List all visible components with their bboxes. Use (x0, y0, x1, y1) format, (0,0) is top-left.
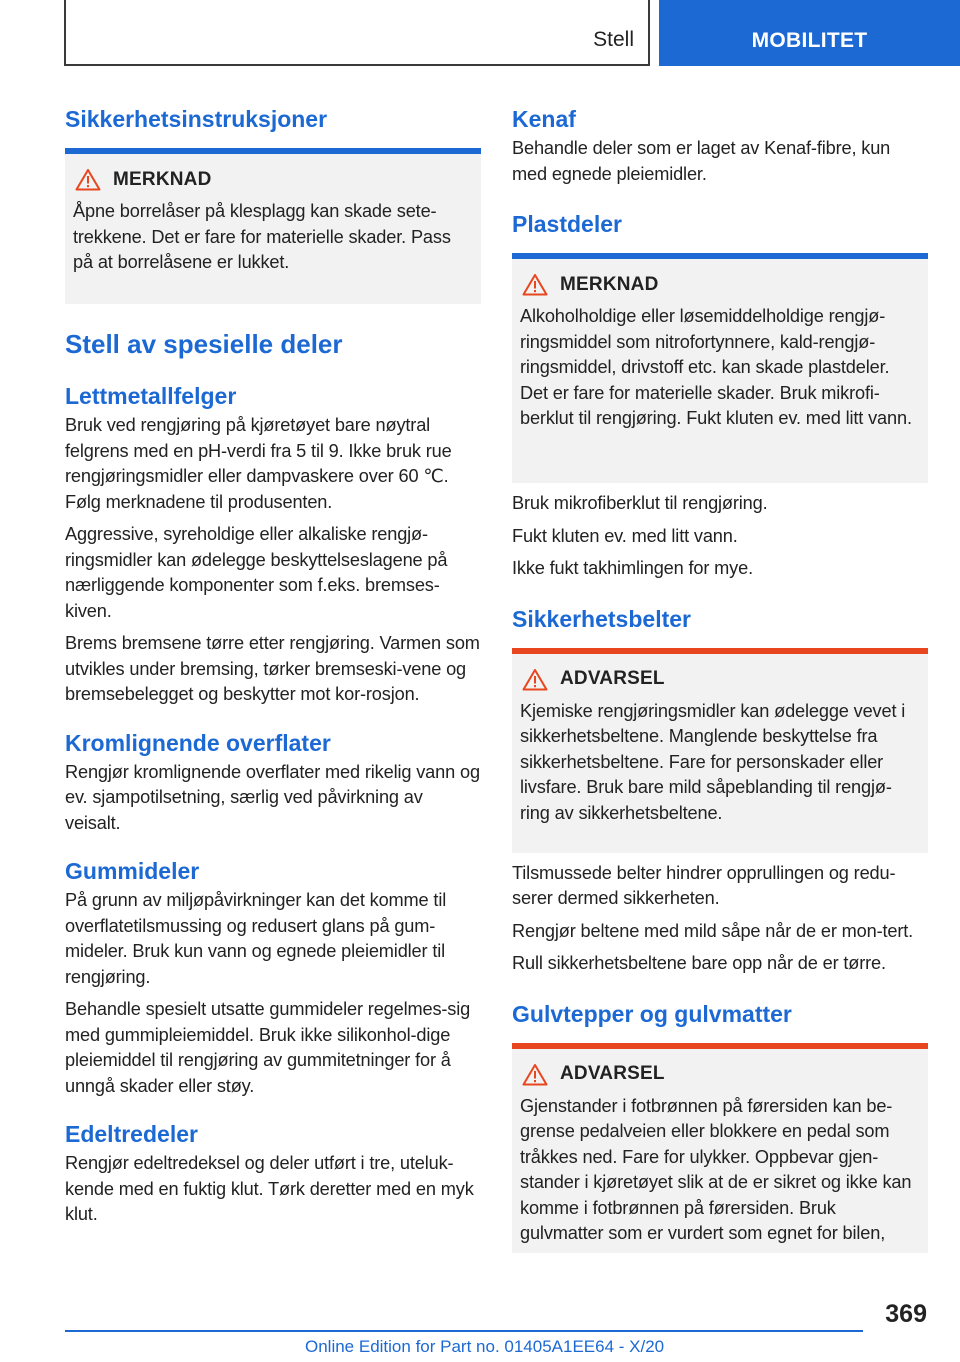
warning-triangle-icon (522, 668, 548, 691)
paragraph-belts-2: Rengjør beltene med mild såpe når de er mon-tert. (512, 920, 914, 941)
note-title (520, 1063, 920, 1086)
paragraph-plastic-3: Ikke fukt takhimlingen for mye. (512, 558, 753, 578)
header-section-box (64, 0, 650, 66)
heading-rubber-parts: Gummideler (65, 858, 200, 884)
heading-care-special-parts: Stell av spesielle deler (65, 329, 343, 359)
paragraph-plastic-1: Bruk mikrofiberklut til rengjøring. (512, 493, 768, 513)
note-label: MERKNAD (560, 273, 659, 295)
warning-triangle-icon (522, 1063, 548, 1086)
note-label: ADVARSEL (560, 668, 665, 689)
header-chapter-tab (659, 0, 960, 66)
paragraph-kenaf-1: Behandle deler som er laget av Kenaf-fibre, kun med egnede pleiemidler. (512, 138, 891, 184)
paragraph-belts-3: Rull sikkerhetsbeltene bare opp når de er tørre. (512, 953, 886, 973)
heading-chrome-surfaces: Kromlignende overflater (65, 729, 331, 756)
footer-edition-text: Online Edition for Part no. 01405A1EE64 - X/20 (305, 1337, 665, 1356)
heading-seat-belts: Sikkerhetsbelter (512, 605, 691, 632)
paragraph-chrome-1: Rengjør kromlignende overflater med rikelig vann og ev. sjampotilsetning, særlig ved påvirkning av veisalt. (65, 761, 480, 833)
right-column (512, 100, 928, 1253)
paragraph-wood-1: Rengjør edeltredeksel og deler utført i tre, uteluk-kende med en fuktig klut. Tørk deretter med en myk klut. (65, 1153, 474, 1224)
note-velcro (65, 148, 481, 304)
note-title (73, 168, 473, 191)
warning-triangle-icon (75, 168, 101, 191)
note-label: ADVARSEL (560, 1063, 665, 1084)
paragraph-alloy-3: Brems bremsene tørre etter rengjøring. Varmen som utvikles under bremsing, tørker bremseski-vene og bremsebelegget og beskytter mot kor-rosjon. (65, 633, 480, 704)
heading-safety-instructions: Sikkerhetsinstruksjoner (65, 106, 328, 132)
warning-floor-mats (512, 1043, 928, 1253)
paragraph-plastic-2: Fukt kluten ev. med litt vann. (512, 525, 738, 546)
paragraph-rubber-2: Behandle spesielt utsatte gummideler regelmes-sig med gummipleiemiddel. Bruk ikke silikonhol-dige pleiemiddel til rengjøring av gummitetninger for å unngå skader eller støy. (65, 999, 471, 1096)
note-text: Åpne borrelåser på klesplagg kan skade sete-trekkene. Det er fare for materielle skader. Pass på at borrelåsene er lukket. (73, 201, 451, 272)
heading-kenaf: Kenaf (512, 106, 576, 132)
header-section-title: Stell (593, 28, 634, 51)
header-chapter-label: MOBILITET (751, 29, 868, 52)
page-number: 369 (885, 1300, 927, 1328)
note-text: Alkoholholdige eller løsemiddelholdige rengjø-ringsmiddel som nitrofortynnere, kald-rengjø-ringsmiddel, drivstoff etc. kan skade plastdeler. Det er fare for materielle skader. Bruk mikrofi-berklut til rengjøring. Fukt kluten ev. med litt vann. (520, 306, 912, 428)
footer-rule (65, 1330, 863, 1332)
paragraph-alloy-1: Bruk ved rengjøring på kjøretøyet bare nøytral felgrens med en pH-verdi fra 5 til 9. Ikke bruk rue rengjøringsmidler eller dampvaskere over 60 ℃. Følg merknadene til produsenten. (65, 415, 452, 512)
note-text: Kjemiske rengjøringsmidler kan ødelegge vevet i sikkerhetsbeltene. Manglende beskyttelse fra sikkerhetsbeltene. Fare for personskader eller livsfare. Bruk bare mild såpeblanding til rengjø-ring av sikkerhetsbeltene. (520, 700, 906, 823)
heading-plastic-parts: Plastdeler (512, 211, 622, 237)
note-title (520, 273, 920, 296)
note-label: MERKNAD (113, 168, 212, 190)
left-column (65, 100, 481, 1228)
heading-alloy-wheels: Lettmetallfelger (65, 383, 237, 409)
warning-triangle-icon (522, 273, 548, 296)
heading-wood-parts: Edeltredeler (65, 1121, 198, 1147)
paragraph-alloy-2: Aggressive, syreholdige eller alkaliske rengjø-ringsmidler kan ødelegge beskyttelseslagene på nærliggende komponenter som f.eks. bremses-kiven. (65, 524, 448, 621)
paragraph-rubber-1: På grunn av miljøpåvirkninger kan det komme til overflatetilsmussing og redusert glans på gum-mideler. Bruk kun vann og egnede pleiemidler til rengjøring. (65, 890, 447, 987)
note-plastic (512, 253, 928, 483)
heading-floor-mats: Gulvtepper og gulvmatter (512, 1000, 792, 1027)
warning-seat-belts (512, 648, 928, 853)
note-title (520, 668, 920, 691)
paragraph-belts-1: Tilsmussede belter hindrer opprullingen og redu-serer dermed sikkerheten. (512, 862, 896, 908)
note-text: Gjenstander i fotbrønnen på førersiden kan be-grense pedalveien eller blokkere en pedal som tråkkes ned. Fare for ulykker. Oppbevar gjen-stander i kjøretøyet slik at de er sikret og ikke kan komme i fotbrønnen på førersiden. Bruk gulvmatter som er vurdert som egnet for bilen, (520, 1095, 912, 1243)
